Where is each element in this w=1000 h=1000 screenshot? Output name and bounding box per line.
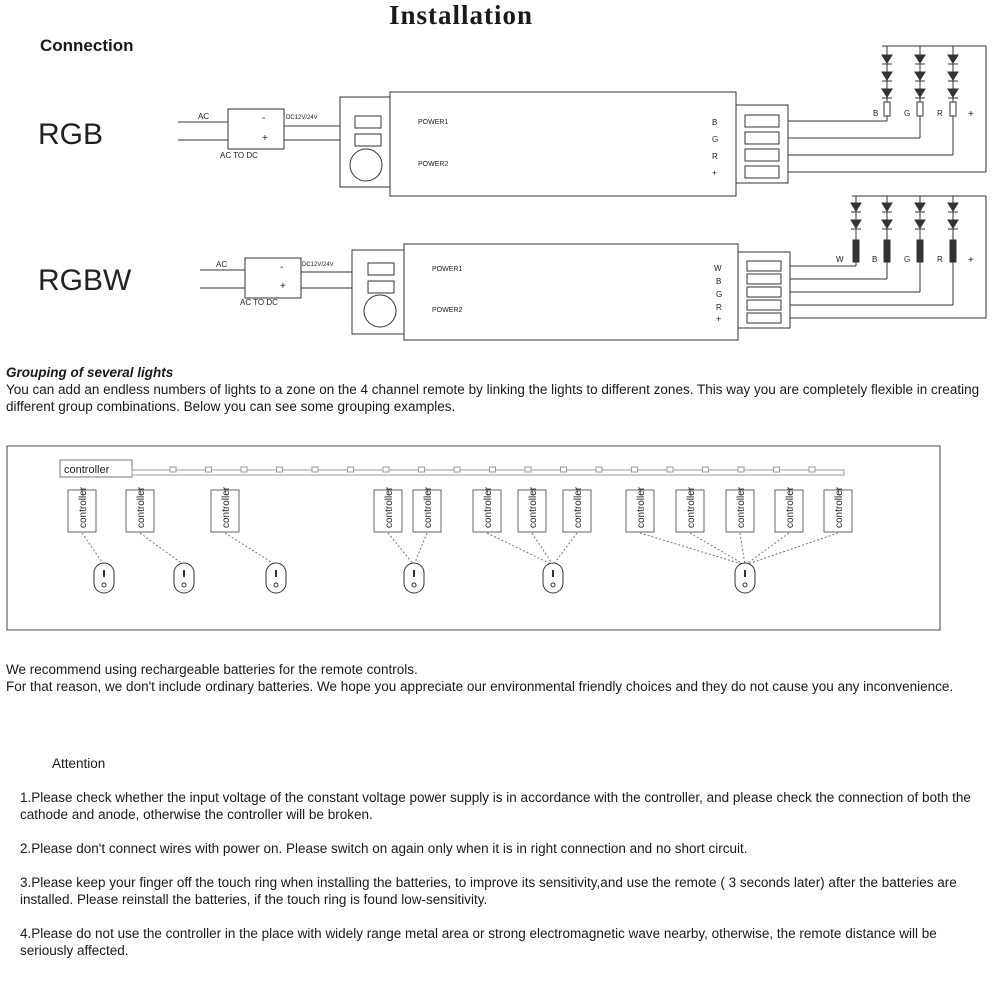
rgbw-strip-label: R <box>937 255 943 264</box>
link-line <box>690 533 745 565</box>
rgbw-output-label: W <box>714 264 722 273</box>
attention-item: 2.Please don't connect wires with power on. Please switch on again only when it is in right connection and no short circuit. <box>20 841 748 856</box>
bus-node <box>667 467 673 472</box>
rgb-strip-label: B <box>873 109 879 118</box>
remote-control <box>266 563 286 593</box>
rgb-output-label: + <box>712 168 718 178</box>
attention-heading: Attention <box>52 756 106 771</box>
grouped-controller-label: controller <box>573 486 584 528</box>
batteries-note <box>6 661 991 695</box>
attention-item: 4.Please do not use the controller in the place with widely range metal area or strong electromagnetic wave nearby, otherwise, the remote distance will be seriously affected. <box>20 926 937 958</box>
rgb-psu-plus: + <box>262 133 268 144</box>
bus-node <box>206 467 212 472</box>
rgb-output-label: B <box>712 118 718 127</box>
bus-node <box>348 467 354 472</box>
bus-node <box>383 467 389 472</box>
grouped-controller-label: controller <box>78 486 89 528</box>
attention-item: 3.Please keep your finger off the touch ring when installing the batteries, to improve its sensitivity,and use the remote ( 3 seconds later) after the batteries are installed. Please reinstall the batteries, if the touch ring is found low-sensitivity. <box>20 875 957 907</box>
link-line <box>553 533 577 565</box>
bus-line <box>132 470 844 475</box>
bus-node <box>525 467 531 472</box>
batteries-line2: For that reason, we don't include ordinary batteries. We hope you appreciate our environmental friendly choices and they do not cause you any inconvenience. <box>6 679 954 694</box>
rgbw-output-label: B <box>716 277 722 286</box>
rgbw-output-label: + <box>716 314 722 324</box>
bus-controller-label: controller <box>64 464 110 476</box>
bus-node <box>490 467 496 472</box>
grouped-controller-label: controller <box>221 486 232 528</box>
rgb-label: RGB <box>38 118 104 151</box>
page-title: Installation <box>388 0 534 30</box>
link-line <box>487 533 553 565</box>
remote-control <box>735 563 755 593</box>
link-line <box>740 533 745 565</box>
bus-node <box>632 467 638 472</box>
bus-node <box>738 467 744 472</box>
grouped-controller-label: controller <box>528 486 539 528</box>
rgbw-psu-label: AC TO DC <box>240 298 278 307</box>
rgbw-label: RGBW <box>38 264 132 297</box>
rgbw-strip-label: + <box>968 255 974 266</box>
bus-node <box>454 467 460 472</box>
attention-list <box>20 789 975 959</box>
rgbw-output-label: R <box>716 303 722 312</box>
link-line <box>640 533 745 565</box>
bus-node <box>561 467 567 472</box>
rgbw-psu-plus: + <box>280 281 286 292</box>
bus-node <box>703 467 709 472</box>
rgb-strip-label: + <box>968 109 974 120</box>
attention-item: 1.Please check whether the input voltage of the constant voltage power supply is in accordance with the controller, and please check the connection of both the cathode and anode, otherwise the controller will be broken. <box>20 790 971 822</box>
rgbw-strip-label: G <box>904 255 911 264</box>
grouped-controller-label: controller <box>834 486 845 528</box>
grouped-controller-label: controller <box>686 486 697 528</box>
remote-control <box>174 563 194 593</box>
grouping-heading: Grouping of several lights <box>6 365 174 380</box>
rgb-psu-minus: - <box>262 113 266 124</box>
rgbw-strip-label: W <box>836 255 844 264</box>
bus-node <box>596 467 602 472</box>
bus-node <box>809 467 815 472</box>
grouped-controller-label: controller <box>423 486 434 528</box>
grouped-controller-label: controller <box>736 486 747 528</box>
grouping-text: You can add an endless numbers of lights to a zone on the 4 channel remote by linking the lights to different zones. This way you are completely flexible in creating different group combinations. Below you can see some grouping examples. <box>6 382 980 414</box>
rgb-ac-label: AC <box>198 112 210 121</box>
grouped-controller-label: controller <box>136 486 147 528</box>
link-line <box>225 533 276 565</box>
remote-control <box>543 563 563 593</box>
link-line <box>140 533 184 565</box>
link-line <box>414 533 427 565</box>
bus-node <box>419 467 425 472</box>
bus-node <box>774 467 780 472</box>
rgbw-output-label: G <box>716 290 723 299</box>
rgb-voltage-label: DC12V/24V <box>286 115 318 121</box>
connection-heading: Connection <box>40 36 134 55</box>
rgb-output-label: G <box>712 135 719 144</box>
rgbw-voltage-label: DC12V/24V <box>302 262 334 268</box>
rgb-power1-label: POWER1 <box>418 119 449 126</box>
grouped-controller-label: controller <box>483 486 494 528</box>
rgb-strip-label: R <box>937 109 943 118</box>
rgb-power2-label: POWER2 <box>418 161 449 168</box>
remote-control <box>94 563 114 593</box>
bus-node <box>277 467 283 472</box>
rgb-output-label: R <box>712 152 718 161</box>
rgb-psu-label: AC TO DC <box>220 151 258 160</box>
bus-node <box>170 467 176 472</box>
link-line <box>745 533 838 565</box>
grouped-controller-label: controller <box>636 486 647 528</box>
rgbw-psu-minus: - <box>280 262 284 273</box>
bus-node <box>241 467 247 472</box>
rgbw-strip-label: B <box>872 255 878 264</box>
rgbw-power2-label: POWER2 <box>432 307 463 314</box>
rgbw-power1-label: POWER1 <box>432 266 463 273</box>
grouped-controller-label: controller <box>384 486 395 528</box>
bus-node <box>312 467 318 472</box>
batteries-line1: We recommend using rechargeable batteries for the remote controls. <box>6 662 418 677</box>
grouped-controller-label: controller <box>785 486 796 528</box>
link-line <box>388 533 414 565</box>
rgbw-ac-label: AC <box>216 260 228 269</box>
link-line <box>745 533 789 565</box>
rgb-strip-label: G <box>904 109 911 118</box>
remote-control <box>404 563 424 593</box>
link-line <box>82 533 104 565</box>
